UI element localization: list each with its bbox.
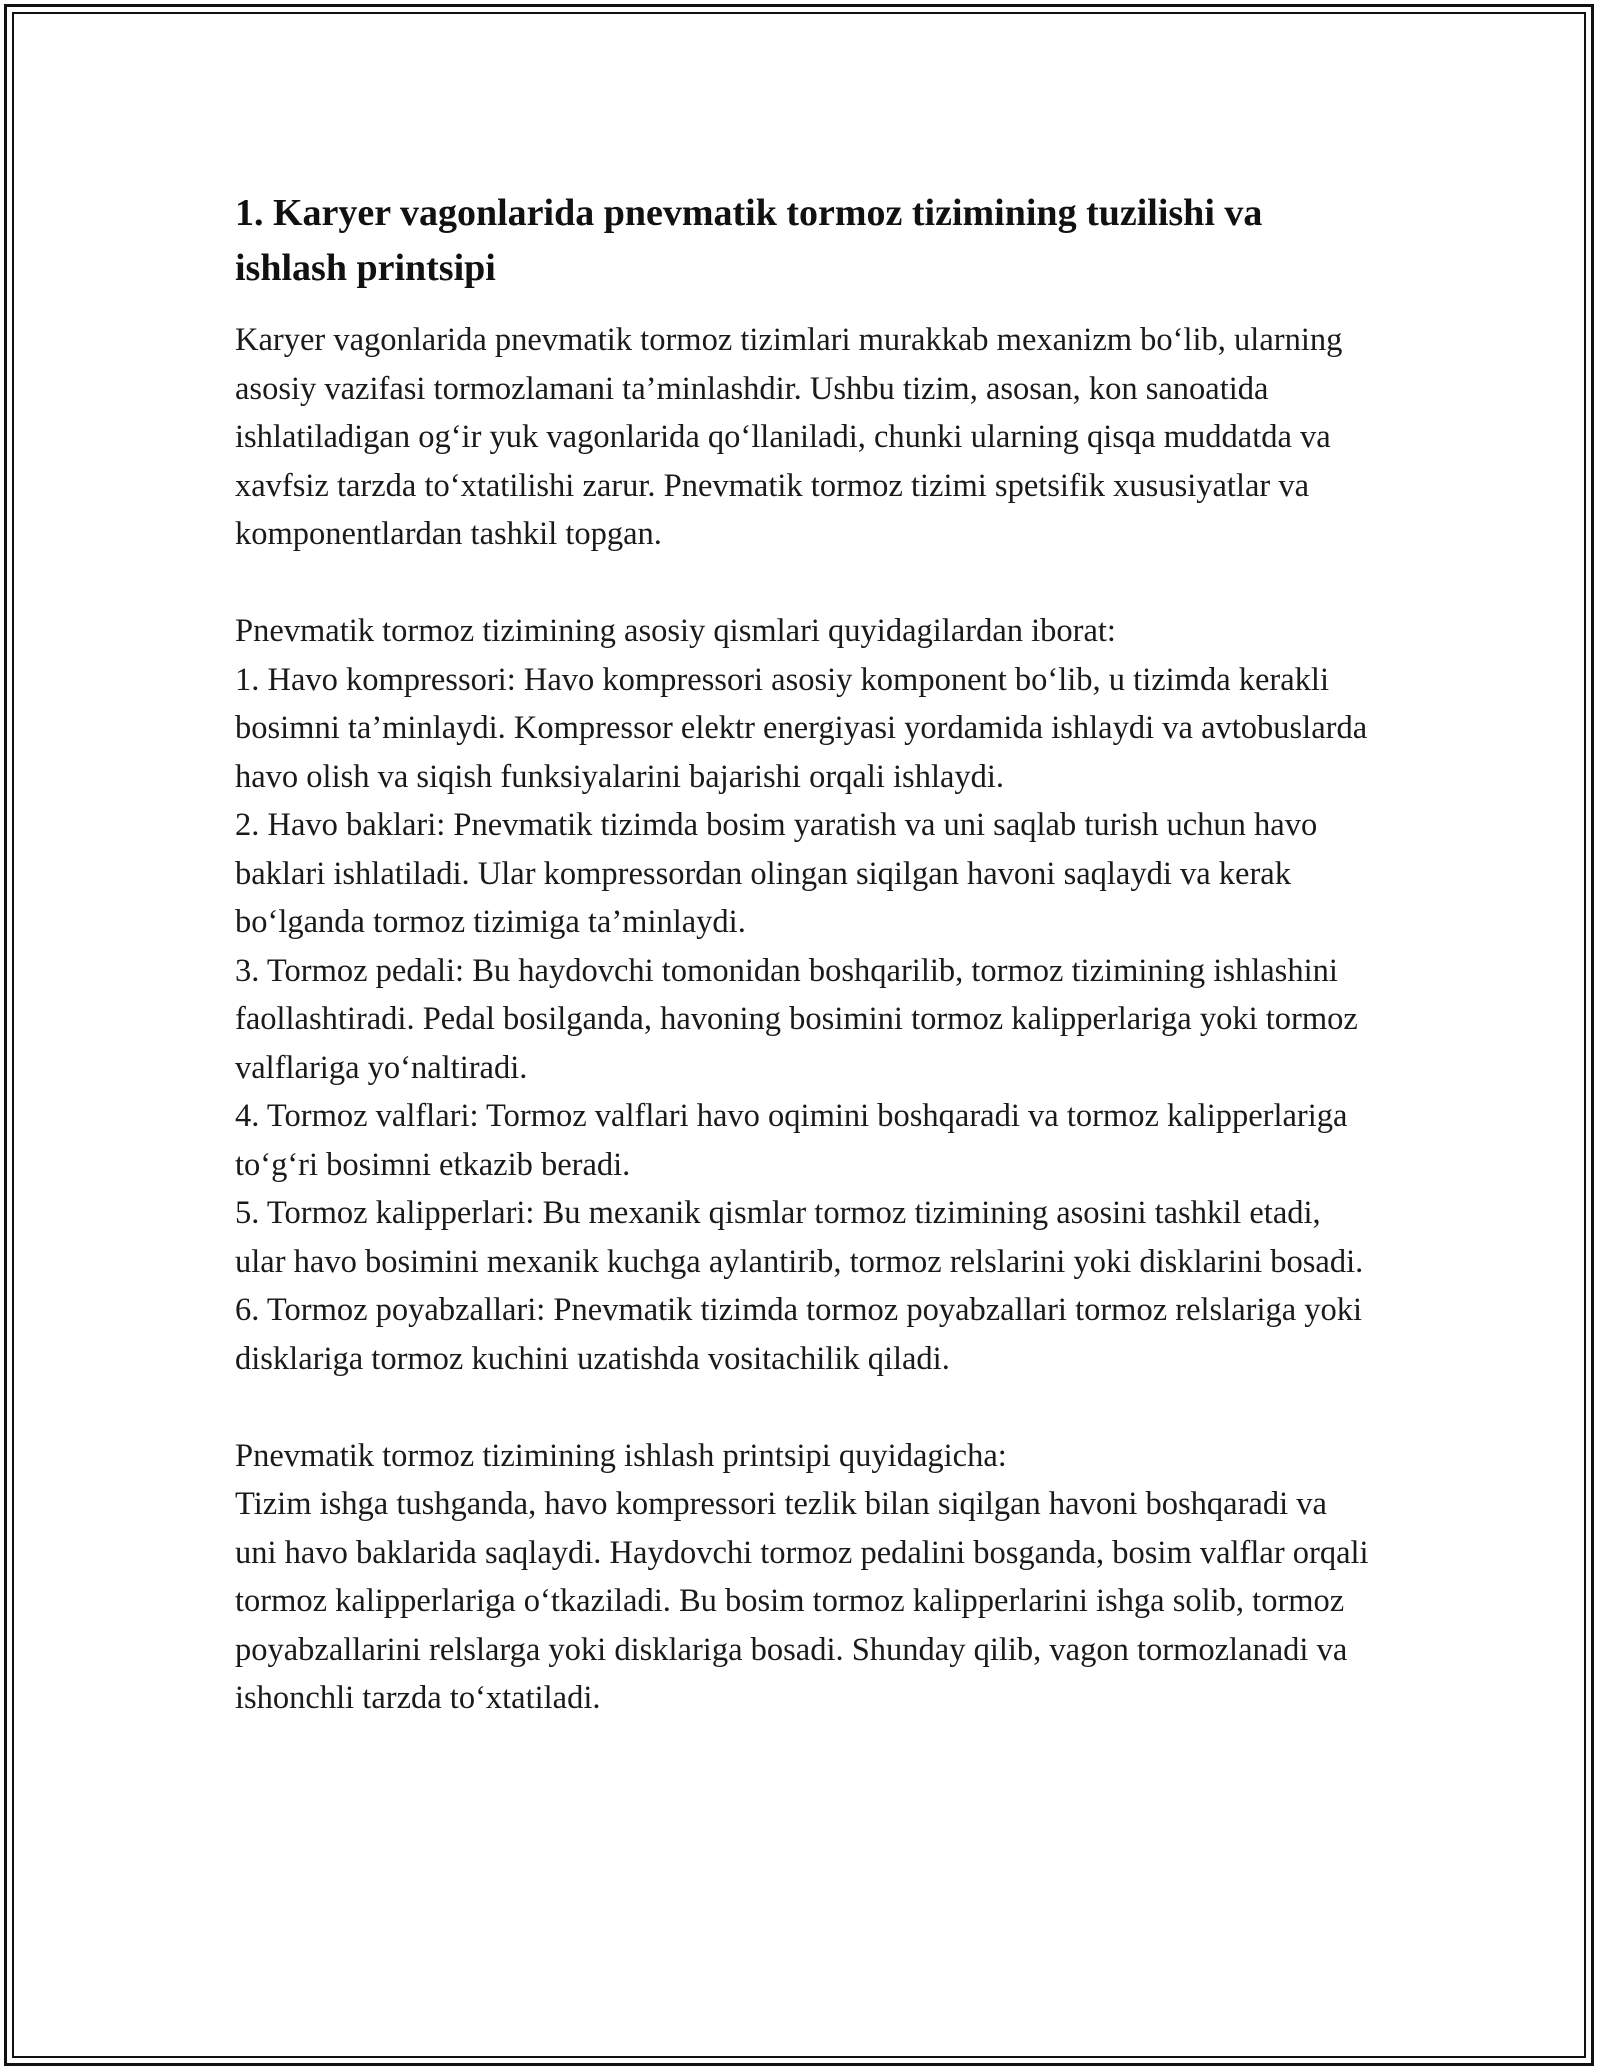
list-item-brake-calipers: 5. Tormoz kalipperlari: Bu mexanik qismlar tormoz tizimining asosini tashkil etadi, ular havo bosimini mexanik kuchga aylantirib, tormoz relslarini yoki disklarini bosadi. bbox=[235, 1195, 1364, 1280]
list-item-brake-pedal: 3. Tormoz pedali: Bu haydovchi tomonidan boshqarilib, tormoz tizimining ishlashini faollashtiradi. Pedal bosilganda, havoning bosimini tormoz kalipperlariga yoki tormoz valflariga yo‘naltiradi. bbox=[235, 952, 1358, 1086]
paragraph-spacer bbox=[235, 559, 1370, 608]
principle-paragraph: Tizim ishga tushganda, havo kompressori tezlik bilan siqilgan havoni boshqaradi va uni havo baklarida saqlaydi. Haydovchi tormoz pedalini bosganda, bosim valflar orqali tormoz kalipperlariga o‘tkaziladi. Bu bosim tormoz kalipperlarini ishga solib, tormoz poyabzallarini relslarga yoki disklariga bosadi. Shunday qilib, vagon tormozlanadi va ishonchli tarzda to‘xtatiladi. bbox=[235, 1486, 1369, 1716]
section-title: 1. Karyer vagonlarida pnevmatik tormoz tizimining tuzilishi va ishlash printsipi bbox=[235, 192, 1263, 289]
intro-paragraph: Karyer vagonlarida pnevmatik tormoz tizimlari murakkab mexanizm bo‘lib, ularning asosiy vazifasi tormozlamani ta’minlashdir. Ushbu tizim, asosan, kon sanoatida ishlatiladigan og‘ir yuk vagonlarida qo‘llaniladi, chunki ularning qisqa muddatda va xavfsiz tarzda to‘xtatilishi zarur. Pnevmatik tormoz tizimi spetsifik xususiyatlar va komponentlardan tashkil topgan. bbox=[235, 322, 1343, 552]
principle-heading: Pnevmatik tormoz tizimining ishlash printsipi quyidagicha: bbox=[235, 1437, 1007, 1474]
list-item-brake-valves: 4. Tormoz valflari: Tormoz valflari havo oqimini boshqaradi va tormoz kalipperlariga to‘g‘ri bosimni etkazib beradi. bbox=[235, 1098, 1348, 1183]
list-item-air-tanks: 2. Havo baklari: Pnevmatik tizimda bosim yaratish va uni saqlab turish uchun havo baklari ishlatiladi. Ular kompressordan olingan siqilgan havoni saqlaydi va kerak bo‘lganda tormoz tizimiga ta’minlaydi. bbox=[235, 807, 1318, 940]
parts-heading: Pnevmatik tormoz tizimining asosiy qismlari quyidagilardan iborat: bbox=[235, 613, 1116, 649]
list-item-brake-shoes: 6. Tormoz poyabzallari: Pnevmatik tizimda tormoz poyabzallari tormoz relslariga yoki disklariga tormoz kuchini uzatishda vositachilik qiladi. bbox=[235, 1292, 1363, 1377]
paragraph-spacer bbox=[235, 1383, 1370, 1432]
list-item-compressor: 1. Havo kompressori: Havo kompressori asosiy komponent bo‘lib, u tizimda kerakli bosimni ta’minlaydi. Kompressor elektr energiyasi yordamida ishlaydi va avtobuslarda havo olish va siqish funksiyalarini bajarishi orqali ishlaydi. bbox=[235, 661, 1368, 795]
document-body bbox=[235, 186, 1370, 1723]
